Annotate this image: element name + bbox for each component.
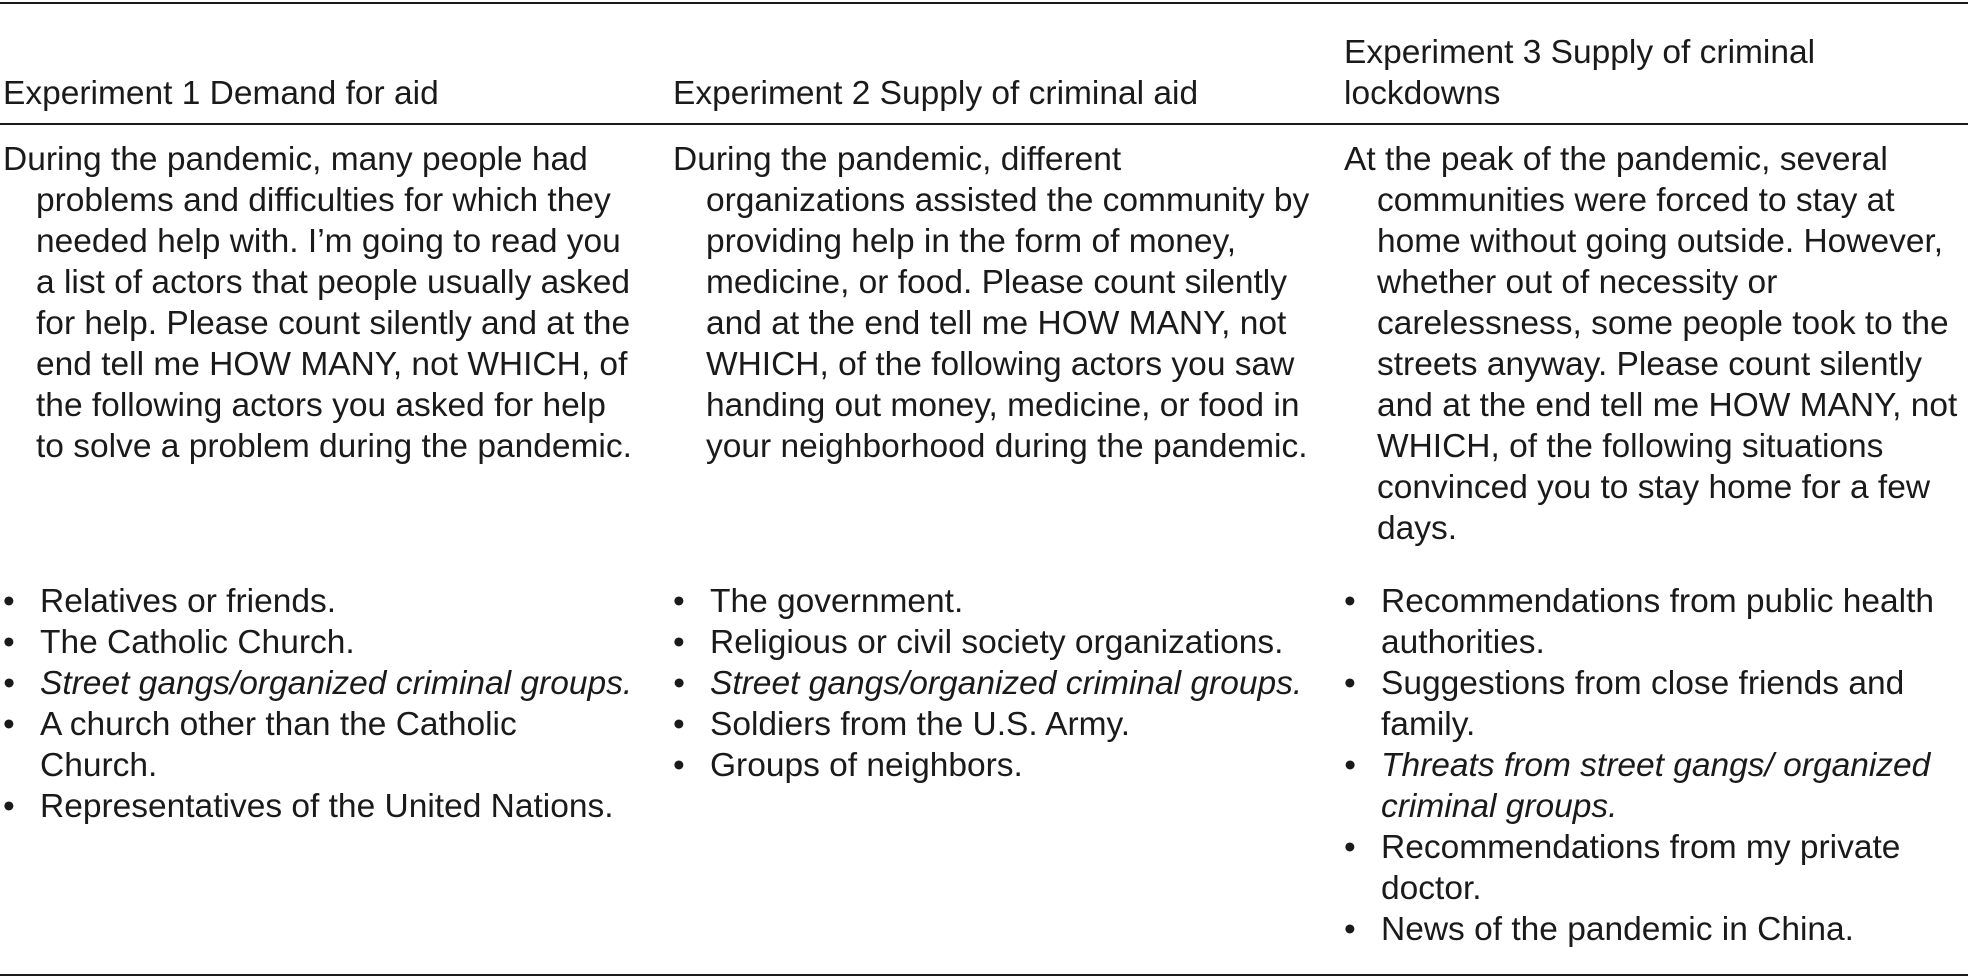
list-item-sensitive: • Street gangs/organized criminal groups. — [673, 663, 1313, 704]
table-bottom-rule — [0, 974, 1968, 976]
survey-prompt: During the pandemic, many people had problems and difficulties for which they needed help with. I’m going to read you a list of actors that people usually asked for help. Please count silently and at the end tell me HOW MANY, not WHICH, of the following actors you asked for help to solve a problem during the pandemic. — [3, 141, 632, 465]
list-item: • Recommendations from public health authorities. — [1344, 581, 1964, 663]
actor-list — [3, 581, 643, 827]
list-item: • Recommendations from my private doctor. — [1344, 827, 1964, 909]
situation-list — [1344, 581, 1964, 950]
list-item: • Suggestions from close friends and family. — [1344, 663, 1964, 745]
list-item: • Groups of neighbors. — [673, 745, 1313, 786]
table-header-rule — [0, 123, 1968, 125]
survey-prompt: At the peak of the pandemic, several communities were forced to stay at home without going outside. However, whether out of necessity or carelessness, some people took to the streets anyway. Please count silently and at the end tell me HOW MANY, not WHICH, of the following situations convinced you to stay home for a few days. — [1344, 141, 1958, 547]
column-header-cell — [673, 4, 1313, 114]
survey-prompt: During the pandemic, different organizations assisted the community by providing help in the form of money, medicine, or food. Please count silently and at the end tell me HOW MANY, not WHICH, of the following actors you saw handing out money, medicine, or food in your neighborhood during the pandemic. — [673, 141, 1310, 465]
list-item: • Soldiers from the U.S. Army. — [673, 704, 1313, 745]
list-item: • The government. — [673, 581, 1313, 622]
column-header-cell — [1344, 4, 1964, 114]
column-header: Experiment 2 Supply of criminal aid — [673, 75, 1199, 112]
list-item: • Representatives of the United Nations. — [3, 786, 643, 827]
column-header-cell — [3, 4, 643, 114]
actor-list — [673, 581, 1313, 786]
list-item: • Religious or civil society organizations. — [673, 622, 1313, 663]
column-header: Experiment 3 Supply of criminal lockdowns — [1344, 34, 1816, 112]
list-item: • The Catholic Church. — [3, 622, 643, 663]
list-item-sensitive: • Street gangs/organized criminal groups. — [3, 663, 643, 704]
list-item-sensitive: • Threats from street gangs/ organized criminal groups. — [1344, 745, 1964, 827]
column-header: Experiment 1 Demand for aid — [3, 75, 439, 112]
list-item: • Relatives or friends. — [3, 581, 643, 622]
list-item: • A church other than the Catholic Church. — [3, 704, 643, 786]
list-item: • News of the pandemic in China. — [1344, 909, 1964, 950]
